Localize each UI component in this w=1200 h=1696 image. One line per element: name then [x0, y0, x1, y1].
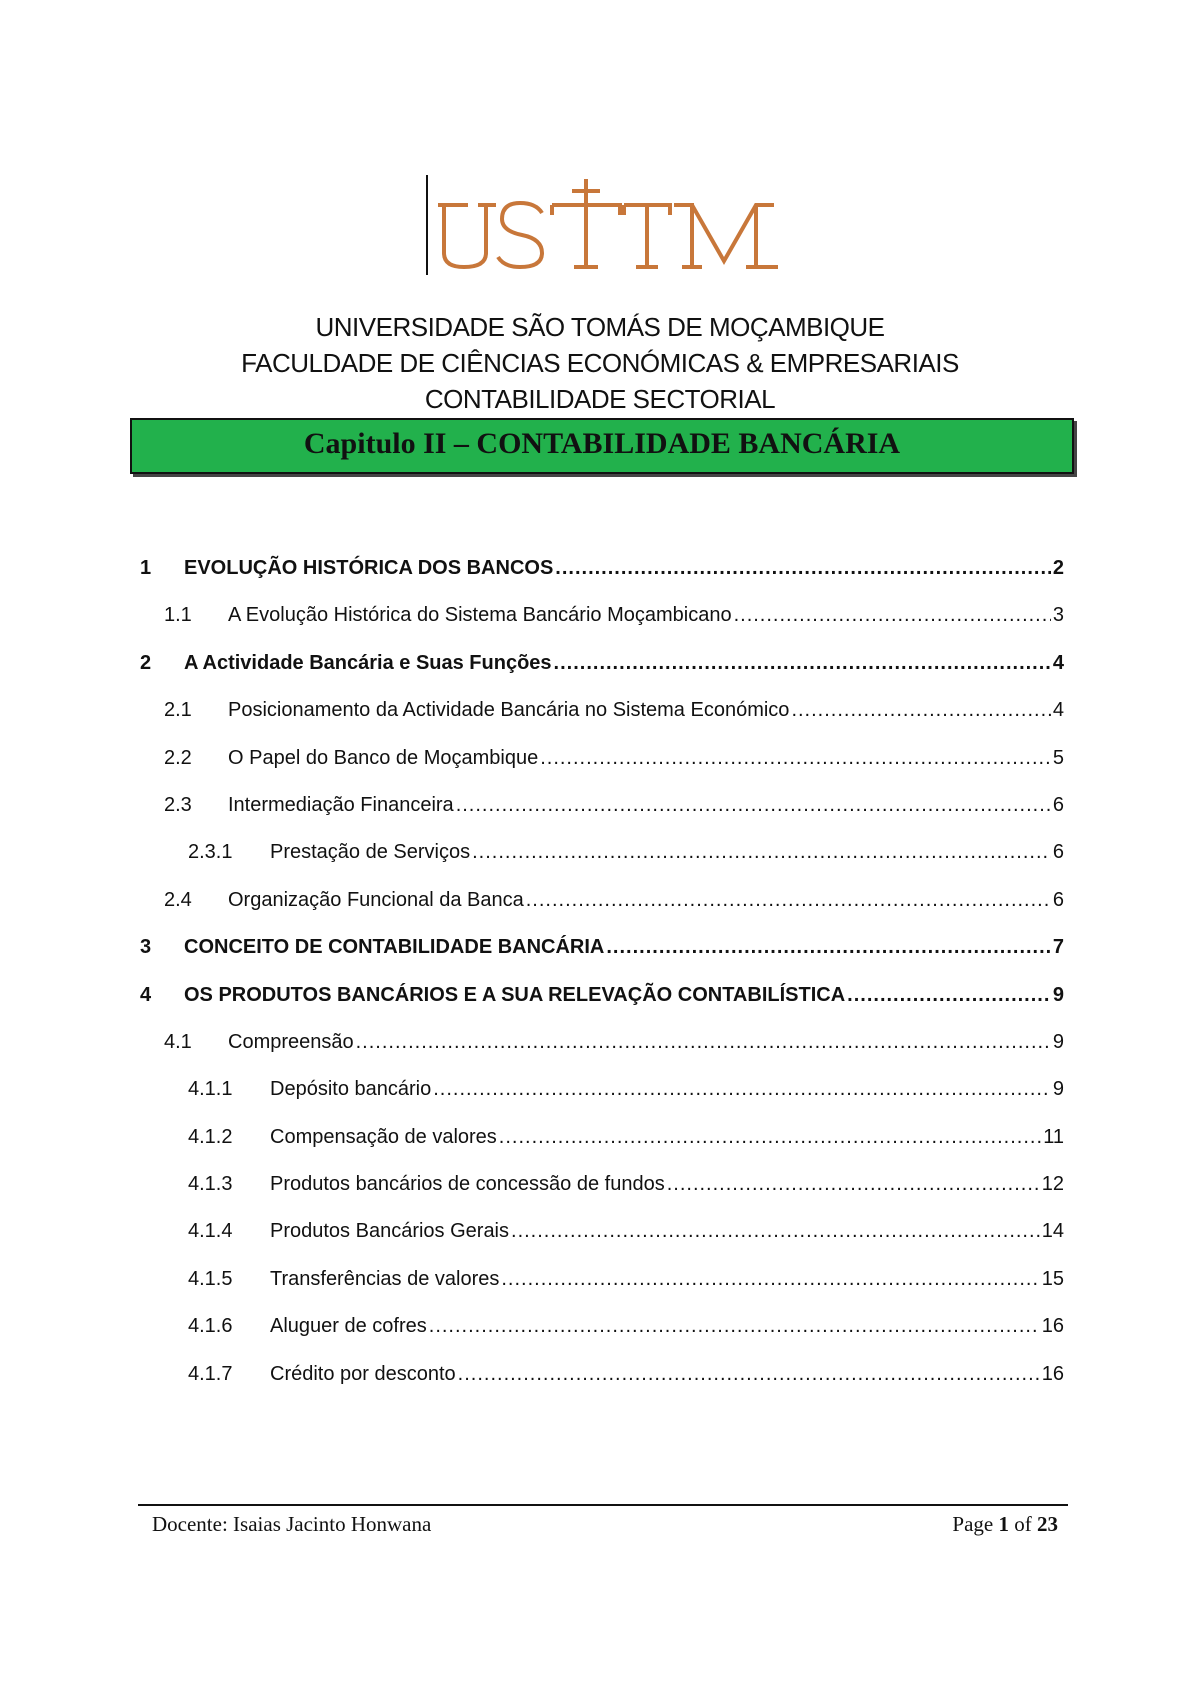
toc-leader-dots [501, 1267, 1039, 1291]
toc-entry[interactable] [140, 1219, 1064, 1266]
toc-leader-dots [540, 746, 1051, 770]
toc-leader-dots [667, 1172, 1040, 1196]
toc-entry-number: 4.1.6 [188, 1315, 233, 1338]
toc-entry-page: 6 [1052, 793, 1064, 816]
toc-entry-title: Compensação de valores [270, 1125, 497, 1148]
toc-entry[interactable] [140, 888, 1064, 935]
ustm-logo [424, 175, 784, 275]
toc-entry-title: OS PRODUTOS BANCÁRIOS E A SUA RELEVAÇÃO CONTABILÍSTICA [184, 983, 846, 1006]
toc-leader-dots [847, 983, 1051, 1007]
toc-entry-number: 2.2 [164, 746, 192, 769]
toc-entry-page: 11 [1043, 1125, 1064, 1148]
faculty-name: FACULDADE DE CIÊNCIAS ECONÓMICAS & EMPRESARIAIS [241, 348, 959, 378]
toc-entry-page: 16 [1041, 1362, 1064, 1385]
toc-entry-title: A Evolução Histórica do Sistema Bancário Moçambicano [228, 604, 732, 627]
toc-leader-dots [791, 698, 1050, 722]
toc-entry-title: Posicionamento da Actividade Bancária no Sistema Económico [228, 699, 790, 722]
toc-entry-title: Produtos bancários de concessão de fundos [270, 1173, 665, 1196]
toc-entry[interactable] [140, 603, 1064, 650]
toc-entry-title: Transferências de valores [270, 1267, 500, 1290]
toc-entry-number: 4 [140, 983, 152, 1006]
toc-entry-title: Organização Funcional da Banca [228, 888, 524, 911]
page-total: 23 [1037, 1512, 1058, 1536]
page-of: of [1014, 1512, 1032, 1536]
toc-entry-number: 4.1.1 [188, 1078, 233, 1101]
toc-entry-title: O Papel do Banco de Moçambique [228, 746, 539, 769]
toc-entry-title: Aluguer de cofres [270, 1315, 427, 1338]
toc-entry[interactable] [140, 1267, 1064, 1314]
page-label: Page [952, 1512, 994, 1536]
toc-entry[interactable] [140, 983, 1064, 1030]
footer-docente: Docente: Isaias Jacinto Honwana [152, 1512, 432, 1536]
toc-entry-page: 16 [1041, 1315, 1064, 1338]
toc-entry-number: 2 [140, 651, 152, 674]
toc-entry-title: Compreensão [228, 1030, 354, 1053]
toc-entry[interactable] [140, 1172, 1064, 1219]
toc-leader-dots [554, 651, 1051, 675]
toc-entry[interactable] [140, 651, 1064, 698]
toc-leader-dots [456, 793, 1051, 817]
toc-entry-page: 2 [1052, 557, 1064, 579]
toc-entry-page: 6 [1052, 888, 1064, 911]
toc-entry[interactable] [140, 1077, 1064, 1124]
toc-entry[interactable] [140, 1030, 1064, 1077]
toc-entry-page: 7 [1052, 936, 1064, 959]
toc-entry-page: 5 [1052, 746, 1064, 769]
toc-entry-title: CONCEITO DE CONTABILIDADE BANCÁRIA [184, 936, 605, 959]
toc-entry-page: 15 [1041, 1267, 1064, 1290]
toc-entry-number: 1 [140, 557, 152, 579]
toc-entry[interactable] [140, 698, 1064, 745]
toc-leader-dots [472, 840, 1051, 864]
toc-leader-dots [499, 1125, 1041, 1149]
toc-entry-number: 4.1.7 [188, 1362, 233, 1385]
toc-entry-page: 12 [1041, 1173, 1064, 1196]
page-current: 1 [998, 1512, 1009, 1536]
toc-entry[interactable] [140, 1125, 1064, 1172]
toc-entry[interactable] [140, 793, 1064, 840]
toc-leader-dots [433, 1077, 1051, 1101]
toc-leader-dots [356, 1030, 1051, 1054]
toc-leader-dots [606, 935, 1051, 959]
toc-entry-number: 4.1.3 [188, 1173, 233, 1196]
toc-entry-title: Produtos Bancários Gerais [270, 1220, 510, 1243]
footer-page-number [952, 1512, 1058, 1537]
toc-entry-page: 6 [1052, 841, 1064, 864]
course-name: CONTABILIDADE SECTORIAL [424, 384, 776, 414]
toc-entry[interactable] [140, 1362, 1064, 1409]
toc-leader-dots [429, 1314, 1040, 1338]
toc-entry-title: Depósito bancário [270, 1078, 432, 1101]
chapter-title: Capitulo II – CONTABILIDADE BANCÁRIA [130, 418, 1074, 474]
toc-entry-number: 2.3 [164, 793, 192, 816]
toc-entry-page: 4 [1052, 699, 1064, 722]
toc-entry-number: 3 [140, 936, 152, 959]
toc-entry-number: 4.1.5 [188, 1267, 233, 1290]
toc-entry-title: Prestação de Serviços [270, 841, 471, 864]
toc-leader-dots [555, 556, 1051, 580]
toc-leader-dots [511, 1219, 1040, 1243]
toc-entry-title: EVOLUÇÃO HISTÓRICA DOS BANCOS [184, 557, 554, 579]
toc-entry[interactable] [140, 935, 1064, 982]
toc-entry[interactable] [140, 746, 1064, 793]
toc-entry[interactable] [140, 840, 1064, 887]
toc-entry-number: 4.1.4 [188, 1220, 233, 1243]
toc-entry-page: 9 [1052, 1030, 1064, 1053]
toc-entry-title: A Actividade Bancária e Suas Funções [184, 651, 552, 674]
toc-entry-number: 4.1 [164, 1030, 192, 1053]
toc-entry-number: 2.1 [164, 699, 192, 722]
toc-entry[interactable] [140, 1314, 1064, 1361]
footer-divider [138, 1504, 1068, 1506]
toc-entry-number: 2.4 [164, 888, 192, 911]
toc-entry-page: 9 [1052, 983, 1064, 1006]
toc-entry-number: 4.1.2 [188, 1125, 233, 1148]
toc-leader-dots [734, 603, 1051, 627]
toc-leader-dots [458, 1362, 1040, 1386]
toc-leader-dots [526, 888, 1051, 912]
toc-entry[interactable] [140, 556, 1064, 603]
toc-entry-number: 1.1 [164, 604, 192, 627]
toc-entry-page: 9 [1052, 1078, 1064, 1101]
toc-entry-page: 14 [1041, 1220, 1064, 1243]
toc-entry-title: Intermediação Financeira [228, 793, 454, 816]
toc-entry-title: Crédito por desconto [270, 1362, 456, 1385]
toc-entry-number: 2.3.1 [188, 841, 233, 864]
university-name: UNIVERSIDADE SÃO TOMÁS DE MOÇAMBIQUE [315, 312, 885, 342]
toc-entry-page: 4 [1052, 651, 1064, 674]
table-of-contents [140, 556, 1064, 1409]
toc-entry-page: 3 [1052, 604, 1064, 627]
